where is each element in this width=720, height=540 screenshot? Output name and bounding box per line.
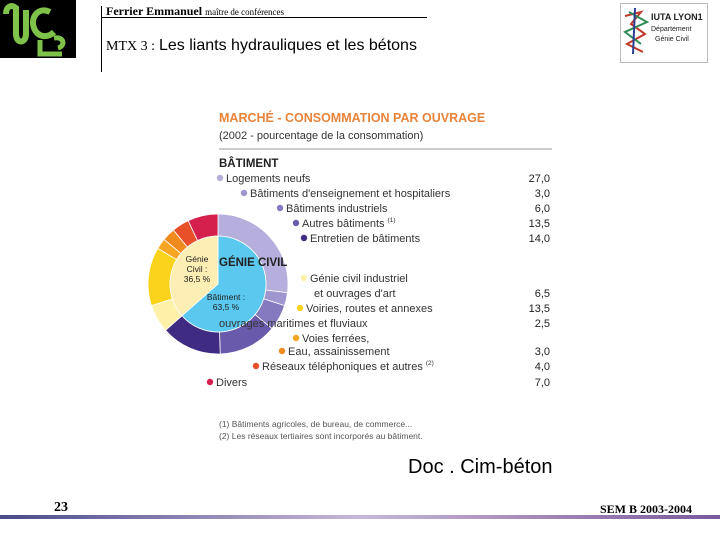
legend-label-cont-ouvrages-maritimes-et-fluviaux: ouvrages maritimes et fluviaux	[219, 318, 368, 330]
iut-logo-line2: Département	[651, 26, 692, 33]
chart-subtitle: (2002 - pourcentage de la consommation)	[219, 130, 424, 142]
legend-label-autres-batiments: Autres bâtiments $^{(1)}$	[302, 217, 396, 230]
chart-note-1: (1) Bâtiments agricoles, de bureau, de commerce...	[219, 419, 413, 429]
legend-value-batiments-industriels: 6,0	[534, 203, 550, 215]
legend-label-divers: Divers	[216, 377, 248, 389]
source-credit: Doc . Cim-béton	[408, 456, 553, 478]
legend-label-eau-assainissement: Eau, assainissement	[288, 346, 390, 358]
legend-value-divers: 7,0	[534, 377, 550, 389]
author-name: Ferrier Emmanuel	[106, 4, 203, 18]
author-role: maître de conférences	[205, 7, 285, 17]
legend-marker-genie-civil-industriel	[301, 275, 307, 281]
legend-marker-batiments-d-enseignement-et-hospitaliers	[241, 190, 247, 196]
semester-label: SEM B 2003-2004	[600, 502, 693, 516]
legend-label-logements-neufs: Logements neufs	[226, 173, 311, 185]
page-number: 23	[54, 500, 68, 515]
chart-title: MARCHÉ - CONSOMMATION PAR OUVRAGE	[219, 111, 486, 125]
iut-logo-line1: IUTA LYON1	[651, 12, 703, 22]
legend-group-batiment: BÂTIMENT	[219, 158, 279, 170]
legend-value-logements-neufs: 27,0	[528, 173, 550, 185]
legend-marker-logements-neufs	[217, 175, 223, 181]
legend-label-voies-ferrees: Voies ferrées,	[302, 333, 370, 345]
legend-value-batiments-d-enseignement-et-hospitaliers: 3,0	[534, 188, 550, 200]
legend-label-genie-civil-industriel: Génie civil industriel	[310, 273, 408, 285]
legend-marker-autres-batiments	[293, 220, 299, 226]
slide-title-text: Les liants hydrauliques et les bétons	[159, 37, 417, 54]
legend-marker-entretien-de-batiments	[301, 235, 307, 241]
legend-value-autres-batiments: 13,5	[528, 218, 550, 230]
legend-value-reseaux-telephoniques-et-autres: 4,0	[534, 361, 550, 373]
legend-group-genie-civil: GÉNIE CIVIL	[219, 257, 288, 269]
legend-label-cont-et-ouvrages-d-art: et ouvrages d'art	[314, 288, 396, 300]
legend-label-batiments-d-enseignement-et-hospitaliers: Bâtiments d'enseignement et hospitaliers	[250, 188, 451, 200]
legend-footnote-ref: (1)	[387, 217, 396, 224]
legend-value-genie-civil-industriel: 6,5	[534, 288, 550, 300]
pie-label-batiment: Bâtiment : 63,5 %	[206, 292, 246, 312]
legend-label-batiments-industriels: Bâtiments industriels	[286, 203, 388, 215]
legend-label-voiries-routes-et-annexes: Voiries, routes et annexes	[306, 303, 433, 315]
legend-marker-eau-assainissement	[279, 348, 285, 354]
legend-footnote-ref: (2)	[425, 360, 434, 367]
legend-value-voies-ferrees: 2,5	[534, 318, 550, 330]
legend-marker-batiments-industriels	[277, 205, 283, 211]
iut-logo-line3: Génie Civil	[655, 36, 689, 43]
legend-value-entretien-de-batiments: 14,0	[528, 233, 550, 245]
pie-label-genie-civil: Génie Civil : 36,5 %	[183, 254, 211, 284]
legend-value-voiries-routes-et-annexes: 13,5	[528, 303, 550, 315]
slide-title-code: MTX 3 :	[106, 39, 155, 54]
legend-value-eau-assainissement: 3,0	[534, 346, 550, 358]
legend-marker-reseaux-telephoniques-et-autres	[253, 363, 259, 369]
legend-label-entretien-de-batiments: Entretien de bâtiments	[310, 233, 421, 245]
chart-notes	[219, 419, 423, 441]
pie-chart	[148, 214, 288, 354]
legend-marker-divers	[207, 379, 213, 385]
chart-note-2: (2) Les réseaux tertiaires sont incorporés au bâtiment.	[219, 431, 423, 441]
legend-label-reseaux-telephoniques-et-autres: Réseaux téléphoniques et autres $^{(2)}$	[262, 360, 434, 373]
legend-marker-voiries-routes-et-annexes	[297, 305, 303, 311]
legend-marker-voies-ferrees	[293, 335, 299, 341]
